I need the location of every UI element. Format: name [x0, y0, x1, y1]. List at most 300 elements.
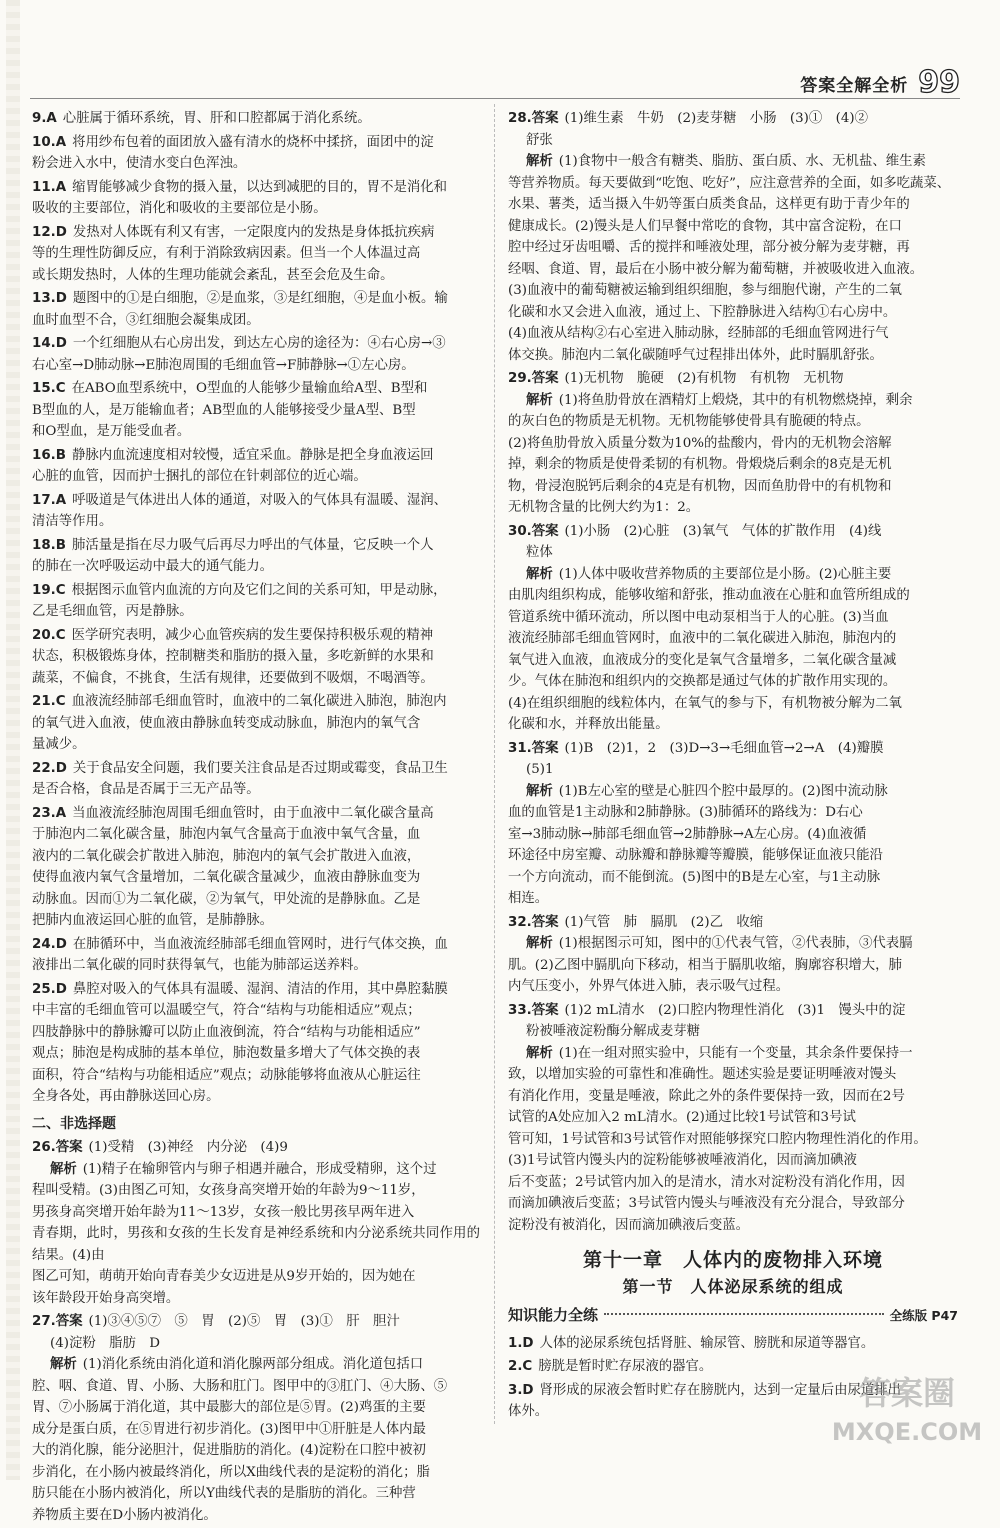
item-text: 在肺循环中，当血液流经肺部毛细血管网时，进行气体交换，血	[72, 936, 448, 952]
item-number: 3.D	[508, 1382, 534, 1398]
answer-block	[508, 521, 958, 736]
answer-text: (1)2 mL清水 (2)口腔内物理性消化 (3)1 馒头中的淀	[564, 1002, 906, 1018]
item-text: 或长期发热时，人体的生理功能就会紊乱，甚至会危及生命。	[32, 267, 394, 283]
analysis-text: 化碳和水又会进入血液，通过上、下腔静脉进入结构①右心房中。	[508, 304, 897, 320]
analysis-label: 解析	[526, 936, 553, 951]
item-text: 状态，积极锻炼身体，控制糖类和脂肪的摄入量，多吃新鲜的水果和	[32, 649, 434, 664]
item-text: 缩胃能够减少食物的摄入量，以达到减肥的目的，胃不是消化和	[72, 179, 448, 195]
nonchoice-answers-left	[32, 1137, 480, 1526]
analysis-line	[508, 1129, 958, 1151]
answer-line	[32, 846, 480, 868]
answer-line	[508, 542, 958, 564]
answer-line	[32, 601, 480, 623]
answer-line	[32, 222, 480, 244]
analysis-text: (4)血液从结构②右心室进入肺动脉，经肺部的毛细血管网进行气	[508, 326, 889, 341]
item-number: 2.C	[508, 1359, 533, 1374]
analysis-line	[508, 345, 958, 367]
analysis-label: 解析	[50, 1357, 77, 1372]
analysis-text: 试管的A处应加入2 mL清水。(2)通过比较1号试管和3号试	[508, 1110, 856, 1125]
analysis-line	[508, 867, 958, 889]
analysis-line	[32, 1288, 480, 1310]
item-number: 25.D	[32, 981, 67, 997]
analysis-text: 相连。	[508, 891, 549, 906]
answer-item	[32, 803, 480, 932]
answer-line	[32, 625, 480, 647]
analysis-text: 室→3肺动脉→肺部毛细血管→2肺静脉→A左心房。(4)血液循	[508, 826, 867, 842]
item-text: 是否合格，食品是否属于三无产品等。	[32, 782, 260, 797]
answer-line	[32, 910, 480, 932]
item-number: 21.C	[32, 694, 66, 709]
answer-item	[32, 758, 480, 801]
answer-item	[32, 580, 480, 623]
analysis-label: 解析	[526, 1045, 553, 1061]
answer-block	[508, 1000, 958, 1237]
analysis-text: 有消化作用，变量是唾液，除此之外的条件要保持一致，因而在2号	[508, 1088, 905, 1104]
answer-item	[32, 934, 480, 977]
practice-ref: 全练版 P47	[889, 1308, 958, 1323]
analysis-text: 致，以增加实验的可靠性和准确性。题述实验是要证明唾液对馒头	[508, 1067, 897, 1082]
analysis-text: 血的血管是1主动脉和2肺静脉。(3)肺循环的路线为：D右心	[508, 805, 863, 820]
analysis-text: 青春期，此时，男孩和女孩的生长发育是神经系统和内分泌系统共同作用的结果。(4)由	[32, 1226, 480, 1263]
analysis-line	[508, 628, 958, 650]
section-heading: 二、非选择题	[32, 1115, 116, 1132]
analysis-text: (1)消化系统由消化道和消化腺两部分组成。消化道包括口	[82, 1357, 424, 1372]
item-text: 蔬菜，不偏食，不挑食，生活有规律，还要做到不吸烟，不喝酒等。	[32, 670, 434, 686]
item-number: 28.答案	[508, 111, 559, 126]
analysis-line	[508, 1086, 958, 1108]
answer-item	[32, 333, 480, 376]
answer-line	[32, 333, 480, 355]
answer-line	[32, 288, 480, 310]
item-text: 在ABO血型系统中，O型血的人能够少量输血给A型、B型和	[71, 381, 428, 396]
answer-line	[32, 535, 480, 557]
analysis-text: 大的消化腺，能分泌胆汁，促进脂肪的消化。(4)淀粉在口腔中被初	[32, 1443, 426, 1458]
item-number: 29.答案	[508, 371, 559, 386]
item-text: 乙是毛细血管，丙是静脉。	[32, 604, 193, 619]
item-text: 心脏的血管，因而护士捆扎的部位在针刺部位的近心端。	[32, 469, 367, 484]
answer-text: (1)B (2)1，2 (3)D→3→毛细血管→2→A (4)瓣膜	[564, 740, 884, 756]
analysis-text: (1)在一组对照实验中，只能有一个变量，其余条件要保持一	[558, 1045, 913, 1061]
analysis-line	[508, 802, 958, 824]
answer-line	[32, 108, 480, 130]
analysis-label: 解析	[526, 154, 553, 169]
analysis-line	[508, 824, 958, 846]
analysis-text: 化碳和水，并释放出能量。	[508, 717, 669, 732]
item-text: 鼻腔对吸入的气体具有温暖、湿润、清洁的作用，其中鼻腔黏膜	[72, 981, 448, 997]
analysis-line	[508, 476, 958, 498]
item-text: 于肺泡内二氧化碳含量，肺泡内氧气含量高于血液中氧气含量，血	[32, 827, 421, 842]
item-text: B型血的人，是万能输血者；AB型血的人能够接受少量A型、B型	[32, 402, 416, 418]
analysis-line	[508, 433, 958, 455]
answer-text: (1)小肠 (2)心脏 (3)氧气 气体的扩散作用 (4)线	[564, 523, 882, 539]
item-text: 呼吸道是气体进出人体的通道，对吸入的气体具有温暖、湿润、	[72, 492, 448, 508]
analysis-text: 氧气进入血液，血液成分的变化是氧气含量增多，二氧化碳含量减	[508, 652, 897, 668]
item-number: 31.答案	[508, 740, 559, 756]
item-text: 观点；肺泡是构成肺的基本单位，肺泡数量多增大了气体交换的表	[32, 1046, 421, 1061]
analysis-text: 环途径中房室瓣、动脉瓣和静脉瓣等瓣膜，能够保证血液只能沿	[508, 848, 883, 863]
analysis-line	[32, 1266, 480, 1288]
answer-item	[32, 490, 480, 533]
item-number: 24.D	[32, 936, 67, 952]
analysis-line	[508, 151, 958, 173]
watermark-icon	[832, 1366, 982, 1456]
answer-line	[32, 132, 480, 154]
analysis-line	[508, 714, 958, 736]
analysis-text: (1)将鱼肋骨放在酒精灯上煅烧，其中的有机物燃烧掉，剩余	[558, 392, 913, 408]
answer-line	[32, 691, 480, 713]
answer-text: (1)无机物 脆硬 (2)有机物 有机物 无机物	[564, 371, 844, 386]
analysis-line	[508, 1172, 958, 1194]
analysis-line	[508, 1064, 958, 1086]
answer-line	[32, 400, 480, 422]
analysis-line	[508, 323, 958, 345]
analysis-text: 成分是蛋白质，在⑤胃进行初步消化。(3)图甲中①肝脏是人体内最	[32, 1421, 426, 1437]
item-number: 12.D	[32, 224, 67, 240]
analysis-line	[508, 650, 958, 672]
analysis-text: 胃、⑦小肠属于消化道，其中最膨大的部位是⑤胃。(2)鸡蛋的主要	[32, 1400, 426, 1415]
item-text: 粉会进入水中，使清水变白色浑浊。	[32, 156, 247, 171]
watermark-logo	[832, 1366, 982, 1460]
answer-text: (4)淀粉 脂肪 D	[50, 1335, 161, 1351]
analysis-line	[508, 976, 958, 998]
item-text: 根据图示血管内血流的方向及它们之间的关系可知，甲是动脉，	[71, 582, 447, 598]
analysis-label: 解析	[526, 392, 553, 408]
item-text: 全身各处，再由静脉送回心房。	[32, 1089, 220, 1104]
answer-item	[32, 288, 480, 331]
answer-line	[32, 310, 480, 332]
analysis-line	[508, 1150, 958, 1172]
analysis-line	[32, 1505, 480, 1527]
answer-text: 粉被唾液淀粉酶分解成麦芽糖	[526, 1024, 701, 1039]
item-number: 26.答案	[32, 1140, 83, 1155]
item-text: 量减少。	[32, 737, 86, 752]
item-number: 20.C	[32, 627, 66, 643]
answer-block	[508, 912, 958, 998]
analysis-text: 管可知，1号试管和3号试管作对照能够探究口腔内物理性消化的作用。	[508, 1131, 927, 1147]
analysis-text: (3)1号试管内馒头内的淀粉能够被唾液消化，因而滴加碘液	[508, 1153, 857, 1168]
answer-line	[32, 1333, 480, 1355]
analysis-text: 内气压变小，外界气体进入肺，表示吸气过程。	[508, 979, 790, 994]
answer-item	[32, 378, 480, 443]
answer-line	[32, 1137, 480, 1159]
item-text: 清洁等作用。	[32, 514, 113, 529]
analysis-line	[508, 671, 958, 693]
analysis-line	[32, 1159, 480, 1181]
answer-text: (1)气管 肺 膈肌 (2)乙 收缩	[564, 914, 764, 930]
analysis-line	[32, 1180, 480, 1202]
item-text: 一个红细胞从右心房出发，到达左心房的途径为：④右心房→③	[72, 336, 446, 351]
answer-line	[32, 265, 480, 287]
analysis-text: 掉，剩余的物质是使骨柔韧的有机物。骨煅烧后剩余的8克是无机	[508, 457, 892, 472]
analysis-text: 一个方向流动，而不能倒流。(5)图中的B是左心室，与1主动脉	[508, 869, 881, 885]
analysis-line	[508, 302, 958, 324]
item-number: 11.A	[32, 179, 67, 195]
answer-line	[32, 824, 480, 846]
item-text: 吸收的主要部位，消化和吸收的主要部位是小肠。	[32, 201, 327, 216]
analysis-line	[508, 933, 958, 955]
answer-item	[32, 691, 480, 756]
analysis-line	[508, 1215, 958, 1237]
analysis-text: 液流经肺部毛细血管网时，血液中的二氧化碳进入肺泡，肺泡内的	[508, 631, 897, 646]
answer-line	[32, 153, 480, 175]
item-text: 肾形成的尿液会暂时贮存在膀胱内，达到一定量后由尿道排出	[539, 1382, 902, 1398]
item-text: 中丰富的毛细血管可以温暖空气，符合“结构与功能相适应”观点；	[32, 1003, 421, 1018]
answer-line	[32, 511, 480, 533]
analysis-line	[508, 280, 958, 302]
analysis-line	[32, 1483, 480, 1505]
answer-item	[32, 625, 480, 690]
answer-line	[32, 490, 480, 512]
item-text: 人体的泌尿系统包括肾脏、输尿管、膀胱和尿道等器官。	[539, 1335, 875, 1351]
answer-line	[32, 734, 480, 756]
item-number: 30.答案	[508, 523, 559, 539]
analysis-line	[32, 1419, 480, 1441]
analysis-text: 而滴加碘液后变蓝；3号试管内馒头与唾液没有充分混合，导致部分	[508, 1196, 905, 1211]
answer-text: 粒体	[526, 545, 553, 560]
choice-answers	[32, 108, 480, 1108]
analysis-line	[508, 216, 958, 238]
analysis-text: (1)B左心室的壁是心脏四个腔中最厚的。(2)图中流动脉	[558, 783, 888, 799]
answer-line	[508, 738, 958, 760]
page-header	[800, 65, 960, 100]
answer-text: (1)受精 (3)神经 内分泌 (4)9	[88, 1140, 288, 1155]
analysis-line	[508, 888, 958, 910]
item-text: 肺活量是指在尽力吸气后再尽力呼出的气体量，它反映一个人	[71, 537, 434, 553]
item-number: 32.答案	[508, 914, 559, 930]
answer-block	[508, 368, 958, 519]
item-number: 14.D	[32, 336, 67, 351]
item-text: 医学研究表明，减少心血管疾病的发生要保持积极乐观的精神	[71, 627, 434, 643]
item-number: 10.A	[32, 134, 67, 150]
analysis-label: 解析	[50, 1161, 77, 1177]
page-number: 99	[918, 65, 960, 100]
answer-line	[508, 368, 958, 390]
item-text: 当血液流经肺泡周围毛细血管时，由于血液中二氧化碳含量高	[72, 805, 434, 821]
item-text: 面积，符合“结构与功能相适应”观点；动脉能够将血液从心脏运往	[32, 1067, 421, 1083]
answer-line	[32, 378, 480, 400]
answer-line	[32, 1043, 480, 1065]
analysis-text: 管道系统中循环流动，所以图中电动泵相当于人的心脏。(3)当血	[508, 609, 889, 625]
answer-line	[32, 198, 480, 220]
analysis-text: (1)根据图示可知，图中的①代表气管，②代表肺，③代表膈	[558, 936, 913, 951]
answer-line	[32, 1000, 480, 1022]
item-number: 33.答案	[508, 1002, 559, 1018]
answer-line	[32, 177, 480, 199]
item-number: 27.答案	[32, 1314, 83, 1329]
answer-line	[32, 421, 480, 443]
item-text: 把肺内血液运回心脏的血管，是肺静脉。	[32, 913, 274, 928]
analysis-text: 无机物含量的比例大约为1：2。	[508, 500, 700, 515]
answer-text: (5)1	[526, 762, 554, 777]
analysis-text: (1)精子在输卵管内与卵子相遇并融合，形成受精卵，这个过	[82, 1161, 437, 1177]
analysis-text: 肪只能在小肠内被消化，所以Y曲线代表的是脂肪的消化。三种营	[32, 1486, 416, 1501]
answer-block	[32, 1137, 480, 1309]
answer-item	[508, 1333, 958, 1355]
analysis-text: 少。气体在肺泡和组织内的交换都是通过气体的扩散作用实现的。	[508, 674, 897, 689]
answer-item	[32, 535, 480, 578]
answer-line	[32, 243, 480, 265]
analysis-text: 该年龄段开始身高突增。	[32, 1290, 180, 1306]
answer-line	[508, 912, 958, 934]
item-number: 22.D	[32, 760, 67, 776]
watermark-line2: MXQE.COM	[832, 1418, 982, 1446]
analysis-line	[508, 845, 958, 867]
analysis-text: 腔、咽、食道、胃、小肠、大肠和肛门。图甲中的③肛门、④大肠、⑤	[32, 1378, 448, 1394]
analysis-line	[508, 390, 958, 412]
right-column	[508, 108, 958, 1425]
analysis-line	[32, 1440, 480, 1462]
practice-title: 知识能力全练	[508, 1306, 599, 1324]
dotted-leader	[604, 1313, 884, 1315]
item-number: 9.A	[32, 111, 57, 126]
analysis-line	[508, 1193, 958, 1215]
item-number: 13.D	[32, 291, 67, 306]
analysis-line	[508, 1043, 958, 1065]
answer-text: (1)③④⑤⑦ ⑤ 胃 (2)⑤ 胃 (3)① 肝 胆汁	[88, 1314, 400, 1329]
item-text: 体外。	[508, 1404, 549, 1419]
answer-text: (1)维生素 牛奶 (2)麦芽糖 小肠 (3)① (4)②	[564, 111, 869, 126]
answer-line	[32, 934, 480, 956]
analysis-text: 健康成长。(2)馒头是人们早餐中常吃的食物，其中富含淀粉，在口	[508, 218, 902, 234]
item-number: 19.C	[32, 582, 66, 598]
answer-line	[508, 130, 958, 152]
item-text: 的氧气进入血液，使血液由静脉血转变成动脉血，肺泡内的氧气含	[32, 715, 421, 731]
item-number: 15.C	[32, 381, 66, 396]
item-text: 题图中的①是白细胞，②是血浆，③是红细胞，④是血小板。输	[72, 291, 448, 306]
answer-line	[32, 580, 480, 602]
item-text: 右心室→D肺动脉→E肺泡周围的毛细血管→F肺静脉→①左心房。	[32, 357, 415, 373]
item-number: 18.B	[32, 537, 66, 553]
analysis-text: 程叫受精。(3)由图乙可知，女孩身高突增开始的年龄为9～11岁，	[32, 1183, 425, 1198]
analysis-text: 等营养物质。每天要做到“吃饱、吃好”，应注意营养的全面，如多吃蔬菜、	[508, 175, 951, 191]
item-text: 动脉血。因而①为二氧化碳，②为氧气，甲处流的是静脉血。乙是	[32, 891, 421, 907]
answer-line	[32, 668, 480, 690]
answer-line	[32, 355, 480, 377]
item-number: 17.A	[32, 492, 67, 508]
item-text: 和O型血，是万能受血者。	[32, 424, 191, 439]
answer-line	[32, 803, 480, 825]
answer-item	[32, 445, 480, 488]
answer-block	[508, 108, 958, 366]
answer-line	[32, 1086, 480, 1108]
analysis-line	[508, 1107, 958, 1129]
analysis-text: 图乙可知，萌萌开始向青春美少女迈进是从9岁开始的，因为她在	[32, 1269, 416, 1284]
analysis-line	[32, 1354, 480, 1376]
column-divider	[494, 104, 495, 1424]
analysis-text: 养物质主要在D小肠内被消化。	[32, 1507, 217, 1523]
answer-line	[508, 108, 958, 130]
analysis-text: 淀粉没有被消化，因而滴加碘液后变蓝。	[508, 1217, 750, 1233]
header-rule	[30, 98, 960, 99]
item-number: 1.D	[508, 1335, 534, 1351]
practice-bar	[508, 1305, 958, 1327]
item-text: 等的生理性防御反应，有利于消除致病因素。但当一个人体温过高	[32, 246, 421, 261]
analysis-text: 体交换。肺泡内二氧化碳随呼气过程排出体外，此时膈肌舒张。	[508, 347, 883, 363]
item-text: 关于食品安全问题，我们要关注食品是否过期或霉变，食品卫生	[72, 760, 448, 776]
answer-item	[32, 222, 480, 287]
answer-item	[32, 979, 480, 1108]
item-text: 液内的二氧化碳会扩散进入肺泡，肺泡内的氧气会扩散进入血液，	[32, 848, 421, 864]
nonchoice-answers-right	[508, 108, 958, 1236]
answer-line	[508, 521, 958, 543]
answer-line	[32, 466, 480, 488]
item-text: 将用纱布包着的面团放入盛有清水的烧杯中揉挤，面团中的淀	[72, 134, 434, 150]
analysis-label: 解析	[526, 566, 553, 582]
answer-line	[508, 1000, 958, 1022]
item-number: 23.A	[32, 805, 67, 821]
item-number: 16.B	[32, 447, 66, 463]
analysis-text: 的灰白色的物质是无机物。无机物能够使骨具有脆硬的特点。	[508, 414, 870, 429]
analysis-line	[508, 173, 958, 195]
header-title: 答案全解全析	[800, 75, 909, 96]
analysis-text: (2)将鱼肋骨放入质量分数为10%的盐酸内，骨内的无机物会溶解	[508, 435, 892, 451]
analysis-text: 腔中经过牙齿咀嚼、舌的搅拌和唾液处理，部分被分解为麦芽糖，再	[508, 240, 910, 255]
answer-line	[32, 758, 480, 780]
chapter-title: 第十一章 人体内的废物排入环境	[582, 1249, 883, 1271]
analysis-line	[508, 259, 958, 281]
answer-line	[508, 1021, 958, 1043]
item-text: 心脏属于循环系统，胃、肝和口腔都属于消化系统。	[62, 111, 371, 126]
watermark-line1: 答案圈	[858, 1374, 956, 1412]
item-text: 静脉内血流速度相对较慢，适宜采血。静脉是把全身血液运回	[71, 447, 434, 463]
answer-line	[32, 1022, 480, 1044]
analysis-line	[508, 454, 958, 476]
analysis-line	[508, 585, 958, 607]
answer-line	[508, 1333, 958, 1355]
item-text: 血时血型不合，③红细胞会凝集成团。	[32, 312, 260, 328]
answer-item	[32, 177, 480, 220]
answer-line	[32, 713, 480, 735]
analysis-line	[508, 607, 958, 629]
analysis-line	[508, 955, 958, 977]
item-text: 四肢静脉中的静脉瓣可以防止血液倒流，符合“结构与功能相适应”	[32, 1024, 421, 1040]
analysis-text: 后不变蓝；2号试管内加入的是清水，清水对淀粉没有消化作用，因	[508, 1174, 905, 1190]
analysis-line	[508, 237, 958, 259]
analysis-text: (1)人体中吸收营养物质的主要部位是小肠。(2)心脏主要	[558, 566, 892, 582]
analysis-text: 由肌肉组织构成，能够收缩和舒张，推动血液在心脏和血管所组成的	[508, 588, 910, 603]
analysis-text: 物，骨浸泡脱钙后剩余的4克是有机物，因而鱼肋骨中的有机物和	[508, 478, 892, 494]
answer-text: 舒张	[526, 132, 553, 148]
analysis-text: (4)在组织细胞的线粒体内，在氧气的参与下，有机物被分解为二氧	[508, 695, 902, 711]
analysis-line	[508, 693, 958, 715]
analysis-line	[32, 1223, 480, 1266]
answer-line	[32, 979, 480, 1001]
answer-line	[32, 556, 480, 578]
analysis-text: 肌。(2)乙图中膈肌向下移动，相当于膈肌收缩，胸廓容积增大，肺	[508, 957, 902, 973]
analysis-text: (3)血液中的葡萄糖被运输到组织细胞，参与细胞代谢，产生的二氧	[508, 283, 902, 298]
item-text: 液排出二氧化碳的同时获得氧气，也能为肺部运送养料。	[32, 958, 367, 973]
analysis-line	[32, 1376, 480, 1398]
answer-block	[508, 738, 958, 910]
analysis-line	[508, 781, 958, 803]
analysis-label: 解析	[526, 783, 553, 799]
analysis-text: 经咽、食道、胃，最后在小肠中被分解为葡萄糖，并被吸收进入血液。	[508, 261, 924, 277]
item-text: 膀胱是暂时贮存尿液的器官。	[538, 1359, 713, 1374]
analysis-line	[32, 1202, 480, 1224]
answer-line	[32, 1065, 480, 1087]
analysis-line	[508, 411, 958, 433]
item-text: 的肺在一次呼吸运动中最大的通气能力。	[32, 559, 274, 574]
analysis-text: 步消化，在小肠内被最终消化，所以X曲线代表的是淀粉的消化；脂	[32, 1464, 430, 1480]
answer-block	[32, 1311, 480, 1526]
answer-line	[32, 1311, 480, 1333]
item-text: 血液流经肺部毛细血管时，血液中的二氧化碳进入肺泡，肺泡内	[71, 694, 447, 709]
answer-line	[32, 955, 480, 977]
analysis-text: 男孩身高突增开始年龄为11～13岁，女孩一般比男孩早两年进入	[32, 1204, 415, 1220]
analysis-line	[508, 194, 958, 216]
answer-line	[508, 759, 958, 781]
item-text: 使得血液内氧气含量增加，二氧化碳含量减少，血液由静脉血变为	[32, 870, 421, 885]
